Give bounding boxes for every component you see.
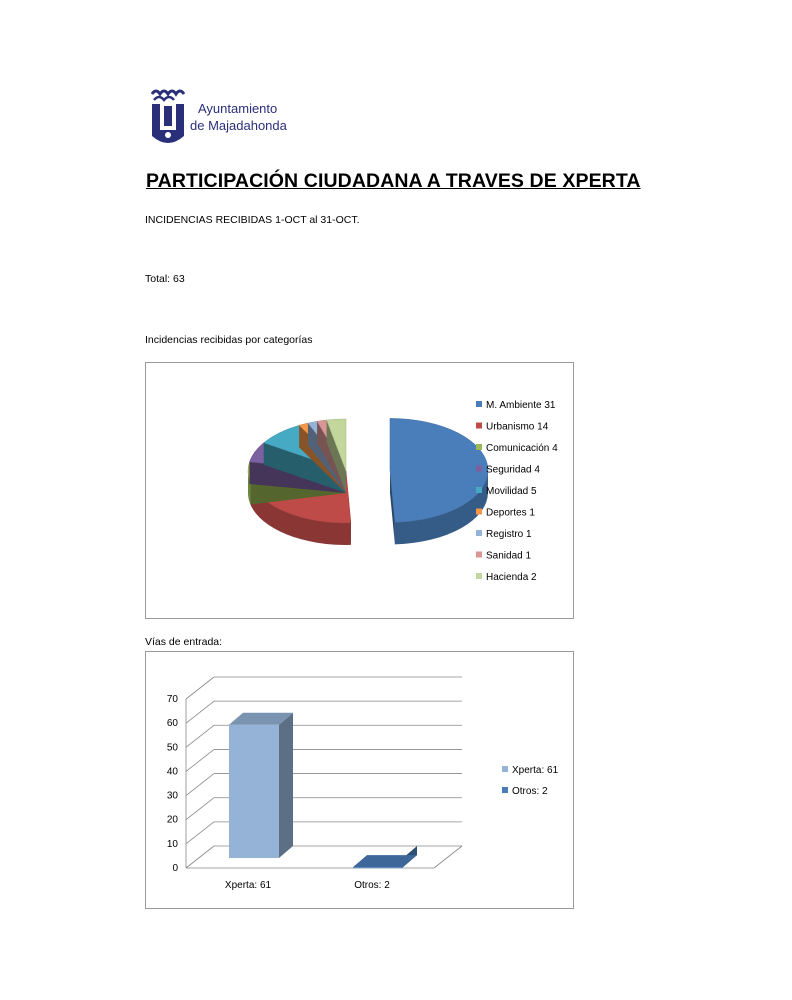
pie-legend-swatch-5 [476,509,482,515]
majadahonda-crest-icon [148,86,188,148]
pie-legend-swatch-7 [476,552,482,558]
y-tick-label-0: 0 [172,863,178,874]
pie-chart-svg [146,363,573,618]
pie-legend-label-6: Registro 1 [486,529,532,540]
pie-legend-label-3: Seguridad 4 [486,464,540,476]
pie-legend-label-4: Movilidad 5 [486,486,537,497]
bar-legend-label-1: Otros: 2 [512,786,548,797]
pie-legend-label-0: M. Ambiente 31 [486,400,556,411]
floor-right-edge [434,846,462,868]
x-tick-label-1: Otros: 2 [354,880,390,891]
gridline-side-0 [186,846,214,868]
gridline-side-1 [186,822,214,844]
pie-legend-swatch-4 [476,487,482,493]
gridline-side-2 [186,798,214,820]
gridline-side-7 [186,677,214,699]
y-tick-label-5: 50 [166,742,178,754]
pie-legend-label-7: Sanidad 1 [486,550,532,562]
pie-legend-label-8: Hacienda 2 [486,572,537,583]
y-tick-label-6: 60 [166,718,178,730]
page-title: PARTICIPACIÓN CIUDADANA A TRAVES DE XPERTA [146,170,641,192]
bar-0 [229,713,293,858]
x-tick-label-0: Xperta: 61 [224,880,272,891]
pie-legend-swatch-1 [476,423,482,429]
org-logo [148,86,308,148]
y-tick-label-7: 70 [166,694,178,705]
period-text: INCIDENCIAS RECIBIDAS 1-OCT al 31-OCT. [145,214,360,226]
pie-legend-swatch-3 [476,466,482,472]
bar-chart-svg [146,652,573,908]
pie-chart [145,362,574,619]
y-tick-label-2: 20 [166,814,178,826]
pie-slice-0 [390,418,488,544]
pie-legend-swatch-2 [476,444,482,450]
pie-legend-swatch-6 [476,530,482,536]
total-text: Total: 63 [145,273,185,285]
y-tick-label-1: 10 [166,838,178,850]
pie-legend-label-2: Comunicación 4 [486,443,558,454]
bar-1 [353,846,417,868]
bar-legend-swatch-1 [502,787,508,793]
categories-heading: Incidencias recibidas por categorías [145,334,313,346]
org-name-line1: Ayuntamiento [198,101,278,116]
pie-legend-label-1: Urbanismo 14 [486,421,549,433]
gridline-side-3 [186,774,214,796]
org-name-line2: de Majadahonda [190,118,287,133]
bar-chart [145,651,574,909]
y-tick-label-3: 30 [166,790,178,802]
pie-legend-swatch-8 [476,573,482,579]
bar-legend-swatch-0 [502,766,508,772]
gridline-side-4 [186,749,214,771]
gridline-side-5 [186,725,214,747]
gridline-side-6 [186,701,214,723]
pie-legend-swatch-0 [476,401,482,407]
y-tick-label-4: 40 [166,766,178,778]
bar-legend-label-0: Xperta: 61 [512,765,559,776]
channels-heading: Vías de entrada: [145,636,223,648]
pie-legend-label-5: Deportes 1 [486,507,535,519]
